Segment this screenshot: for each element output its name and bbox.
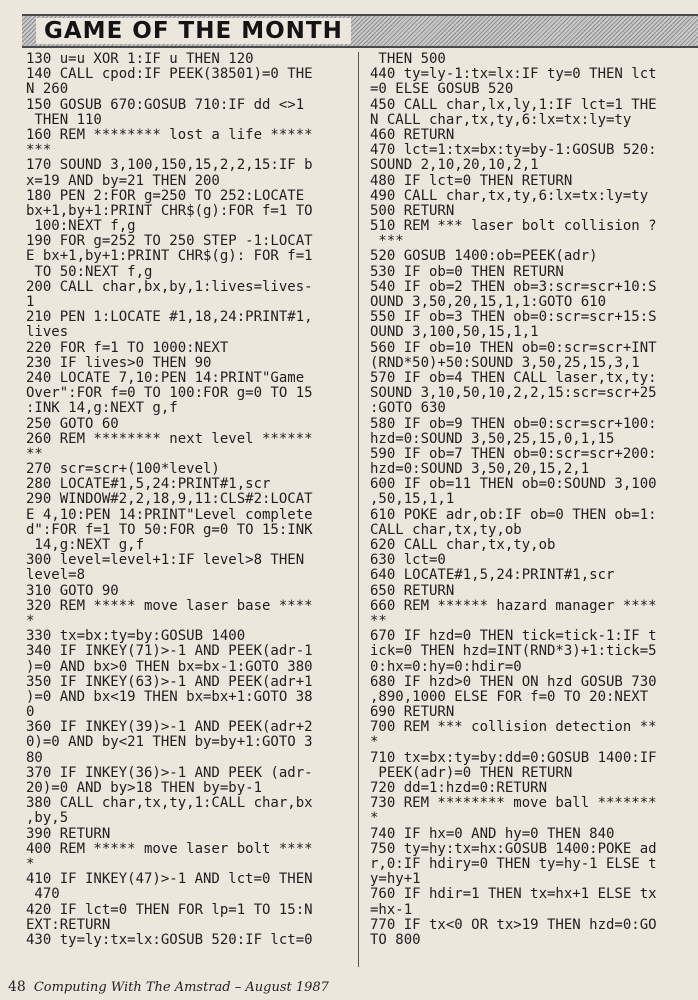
code-line: :GOTO 630: [370, 400, 446, 417]
code-line: 550 IF ob=3 THEN ob=0:scr=scr+15:S: [370, 309, 657, 326]
code-line: 770 IF tx<0 OR tx>19 THEN hzd=0:GO: [370, 916, 657, 933]
code-line: 760 IF hdir=1 THEN tx=hx+1 ELSE tx: [370, 886, 657, 903]
code-line: 360 IF INKEY(39)>-1 AND PEEK(adr+2: [26, 719, 313, 736]
code-line: 190 FOR g=252 TO 250 STEP -1:LOCAT: [26, 233, 313, 250]
code-line: E 4,10:PEN 14:PRINT"Level complete: [26, 506, 313, 523]
code-line: 730 REM ******** move ball *******: [370, 795, 657, 812]
code-line: 440 ty=ly-1:tx=lx:IF ty=0 THEN lct: [370, 66, 657, 83]
code-line: 630 lct=0: [370, 552, 446, 569]
code-line: 690 RETURN: [370, 704, 455, 721]
code-line: 520 GOSUB 1400:ob=PEEK(adr): [370, 248, 598, 265]
code-line: 430 ty=ly:tx=lx:GOSUB 520:IF lct=0: [26, 931, 313, 948]
code-line: ick=0 THEN hzd=INT(RND*3)+1:tick=5: [370, 643, 657, 660]
code-line: =0 ELSE GOSUB 520: [370, 81, 514, 98]
code-line: 330 tx=bx:ty=by:GOSUB 1400: [26, 628, 246, 645]
code-line: 140 CALL cpod:IF PEEK(38501)=0 THE: [26, 66, 313, 83]
code-line: 470 lct=1:tx=bx:ty=by-1:GOSUB 520:: [370, 142, 657, 159]
code-line: 230 IF lives>0 THEN 90: [26, 354, 212, 371]
code-line: THEN 500: [370, 51, 446, 67]
code-line: 310 GOTO 90: [26, 582, 119, 599]
code-line: 160 REM ******** lost a life *****: [26, 126, 313, 143]
code-line: :INK 14,g:NEXT g,f: [26, 400, 178, 417]
code-line: )=0 AND bx>0 THEN bx=bx-1:GOTO 380: [26, 658, 313, 675]
code-line: 290 WINDOW#2,2,18,9,11:CLS#2:LOCAT: [26, 491, 313, 508]
code-line: y=hy+1: [370, 871, 421, 888]
code-line: ,890,1000 ELSE FOR f=0 TO 20:NEXT: [370, 688, 649, 705]
code-line: PEEK(adr)=0 THEN RETURN: [370, 764, 573, 781]
code-line: ,50,15,1,1: [370, 491, 455, 508]
code-line: Over":FOR f=0 TO 100:FOR g=0 TO 15: [26, 385, 313, 402]
code-line: E bx+1,by+1:PRINT CHR$(g): FOR f=1: [26, 248, 313, 265]
code-line: 710 tx=bx:ty=by:dd=0:GOSUB 1400:IF: [370, 749, 657, 766]
code-line: 100:NEXT f,g: [26, 218, 136, 235]
code-line: bx+1,by+1:PRINT CHR$(g):FOR f=1 TO: [26, 202, 313, 219]
code-line: *: [370, 734, 379, 751]
code-line: 600 IF ob=11 THEN ob=0:SOUND 3,100: [370, 476, 657, 493]
code-line: 540 IF ob=2 THEN ob=3:scr=scr+10:S: [370, 278, 657, 295]
code-line: 720 dd=1:hzd=0:RETURN: [370, 780, 548, 796]
code-line: 0: [26, 704, 35, 721]
code-line: 300 level=level+1:IF level>8 THEN: [26, 552, 305, 569]
code-line: x=19 AND by=21 THEN 200: [26, 172, 220, 189]
code-line: 610 POKE adr,ob:IF ob=0 THEN ob=1:: [370, 506, 657, 523]
code-line: OUND 3,100,50,15,1,1: [370, 324, 539, 341]
code-line: 400 REM ***** move laser bolt ****: [26, 840, 313, 857]
code-line: hzd=0:SOUND 3,50,20,15,2,1: [370, 461, 590, 478]
code-line: 480 IF lct=0 THEN RETURN: [370, 172, 573, 189]
code-line: 170 SOUND 3,100,150,15,2,2,15:IF b: [26, 157, 313, 174]
code-line: hzd=0:SOUND 3,50,25,15,0,1,15: [370, 430, 615, 447]
code-line: d":FOR f=1 TO 50:FOR g=0 TO 15:INK: [26, 521, 313, 538]
code-line: *: [370, 810, 379, 827]
column-divider: [358, 52, 359, 967]
code-line: 130 u=u XOR 1:IF u THEN 120: [26, 51, 254, 67]
code-line: 500 RETURN: [370, 202, 455, 219]
code-line: ***: [26, 142, 52, 159]
code-line: 460 RETURN: [370, 126, 455, 143]
code-line: 0:hx=0:hy=0:hdir=0: [370, 658, 522, 675]
code-line: *: [26, 855, 35, 872]
code-line: 470: [26, 886, 60, 903]
code-line: 0)=0 AND by<21 THEN by=by+1:GOTO 3: [26, 734, 313, 751]
code-line: SOUND 2,10,20,10,2,1: [370, 157, 539, 174]
code-line: 620 CALL char,tx,ty,ob: [370, 537, 556, 553]
code-line: (RND*50)+50:SOUND 3,50,25,15,3,1: [370, 354, 640, 371]
code-line: 660 REM ****** hazard manager ****: [370, 597, 657, 614]
code-line: TO 800: [370, 931, 421, 948]
code-line: 80: [26, 749, 43, 766]
code-line: OUND 3,50,20,15,1,1:GOTO 610: [370, 294, 607, 310]
code-line: EXT:RETURN: [26, 916, 111, 933]
section-title: GAME OF THE MONTH: [36, 18, 351, 44]
code-line: 530 IF ob=0 THEN RETURN: [370, 263, 564, 280]
section-header: [22, 14, 698, 48]
code-line: 250 GOTO 60: [26, 415, 119, 432]
code-line: 420 IF lct=0 THEN FOR lp=1 TO 15:N: [26, 901, 313, 918]
code-line: **: [26, 445, 43, 462]
code-line: 650 RETURN: [370, 582, 455, 599]
code-line: level=8: [26, 567, 86, 584]
code-line: 750 ty=hy:tx=hx:GOSUB 1400:POKE ad: [370, 840, 657, 857]
code-line: 590 IF ob=7 THEN ob=0:scr=scr+200:: [370, 445, 657, 462]
code-line: 320 REM ***** move laser base ****: [26, 597, 313, 614]
code-line: 740 IF hx=0 AND hy=0 THEN 840: [370, 825, 615, 842]
code-line: 680 IF hzd>0 THEN ON hzd GOSUB 730: [370, 673, 657, 690]
code-line: 270 scr=scr+(100*level): [26, 461, 220, 478]
code-line: 240 LOCATE 7,10:PEN 14:PRINT"Game: [26, 369, 305, 386]
code-line: 370 IF INKEY(36)>-1 AND PEEK (adr-: [26, 764, 313, 781]
code-line: 220 FOR f=1 TO 1000:NEXT: [26, 339, 229, 356]
code-line: 490 CALL char,tx,ty,6:lx=tx:ly=ty: [370, 187, 649, 204]
code-line: TO 50:NEXT f,g: [26, 263, 153, 280]
listing-column-right: [370, 52, 696, 948]
code-line: 640 LOCATE#1,5,24:PRINT#1,scr: [370, 567, 615, 584]
code-line: 560 IF ob=10 THEN ob=0:scr=scr+INT: [370, 339, 657, 356]
code-line: 510 REM *** laser bolt collision ?: [370, 218, 657, 235]
page-footer: [8, 979, 329, 995]
code-line: 580 IF ob=9 THEN ob=0:scr=scr+100:: [370, 415, 657, 432]
code-line: 670 IF hzd=0 THEN tick=tick-1:IF t: [370, 628, 657, 645]
code-line: 390 RETURN: [26, 825, 111, 842]
code-line: lives: [26, 324, 69, 341]
code-line: 410 IF INKEY(47)>-1 AND lct=0 THEN: [26, 871, 313, 888]
code-line: ,by,5: [26, 810, 69, 827]
code-line: 340 IF INKEY(71)>-1 AND PEEK(adr-1: [26, 643, 313, 660]
code-line: THEN 110: [26, 111, 102, 128]
magazine-credit: Computing With The Amstrad – August 1987: [33, 980, 329, 995]
code-line: =hx-1: [370, 901, 413, 918]
page-number: 48: [8, 979, 26, 995]
code-line: 1: [26, 294, 35, 310]
code-line: 210 PEN 1:LOCATE #1,18,24:PRINT#1,: [26, 309, 313, 326]
code-line: **: [370, 612, 387, 629]
code-line: 280 LOCATE#1,5,24:PRINT#1,scr: [26, 476, 271, 493]
listing-column-left: [26, 52, 356, 948]
code-line: )=0 AND bx<19 THEN bx=bx+1:GOTO 38: [26, 688, 313, 705]
code-line: 350 IF INKEY(63)>-1 AND PEEK(adr+1: [26, 673, 313, 690]
code-line: 700 REM *** collision detection **: [370, 719, 657, 736]
code-line: 200 CALL char,bx,by,1:lives=lives-: [26, 278, 313, 295]
code-line: *: [26, 612, 35, 629]
code-line: 180 PEN 2:FOR g=250 TO 252:LOCATE: [26, 187, 305, 204]
code-line: 150 GOSUB 670:GOSUB 710:IF dd <>1: [26, 96, 305, 113]
code-line: SOUND 3,10,50,10,2,2,15:scr=scr+25: [370, 385, 657, 402]
code-line: 14,g:NEXT g,f: [26, 537, 145, 553]
code-line: 380 CALL char,tx,ty,1:CALL char,bx: [26, 795, 313, 812]
code-line: CALL char,tx,ty,ob: [370, 521, 522, 538]
code-line: N CALL char,tx,ty,6:lx=tx:ly=ty: [370, 111, 632, 128]
code-line: r,0:IF hdiry=0 THEN ty=hy-1 ELSE t: [370, 855, 657, 872]
code-line: N 260: [26, 81, 69, 98]
code-line: 260 REM ******** next level ******: [26, 430, 313, 447]
code-line: ***: [370, 233, 404, 250]
code-line: 570 IF ob=4 THEN CALL laser,tx,ty:: [370, 369, 657, 386]
code-line: 450 CALL char,lx,ly,1:IF lct=1 THE: [370, 96, 657, 113]
code-line: 20)=0 AND by>18 THEN by=by-1: [26, 780, 263, 796]
